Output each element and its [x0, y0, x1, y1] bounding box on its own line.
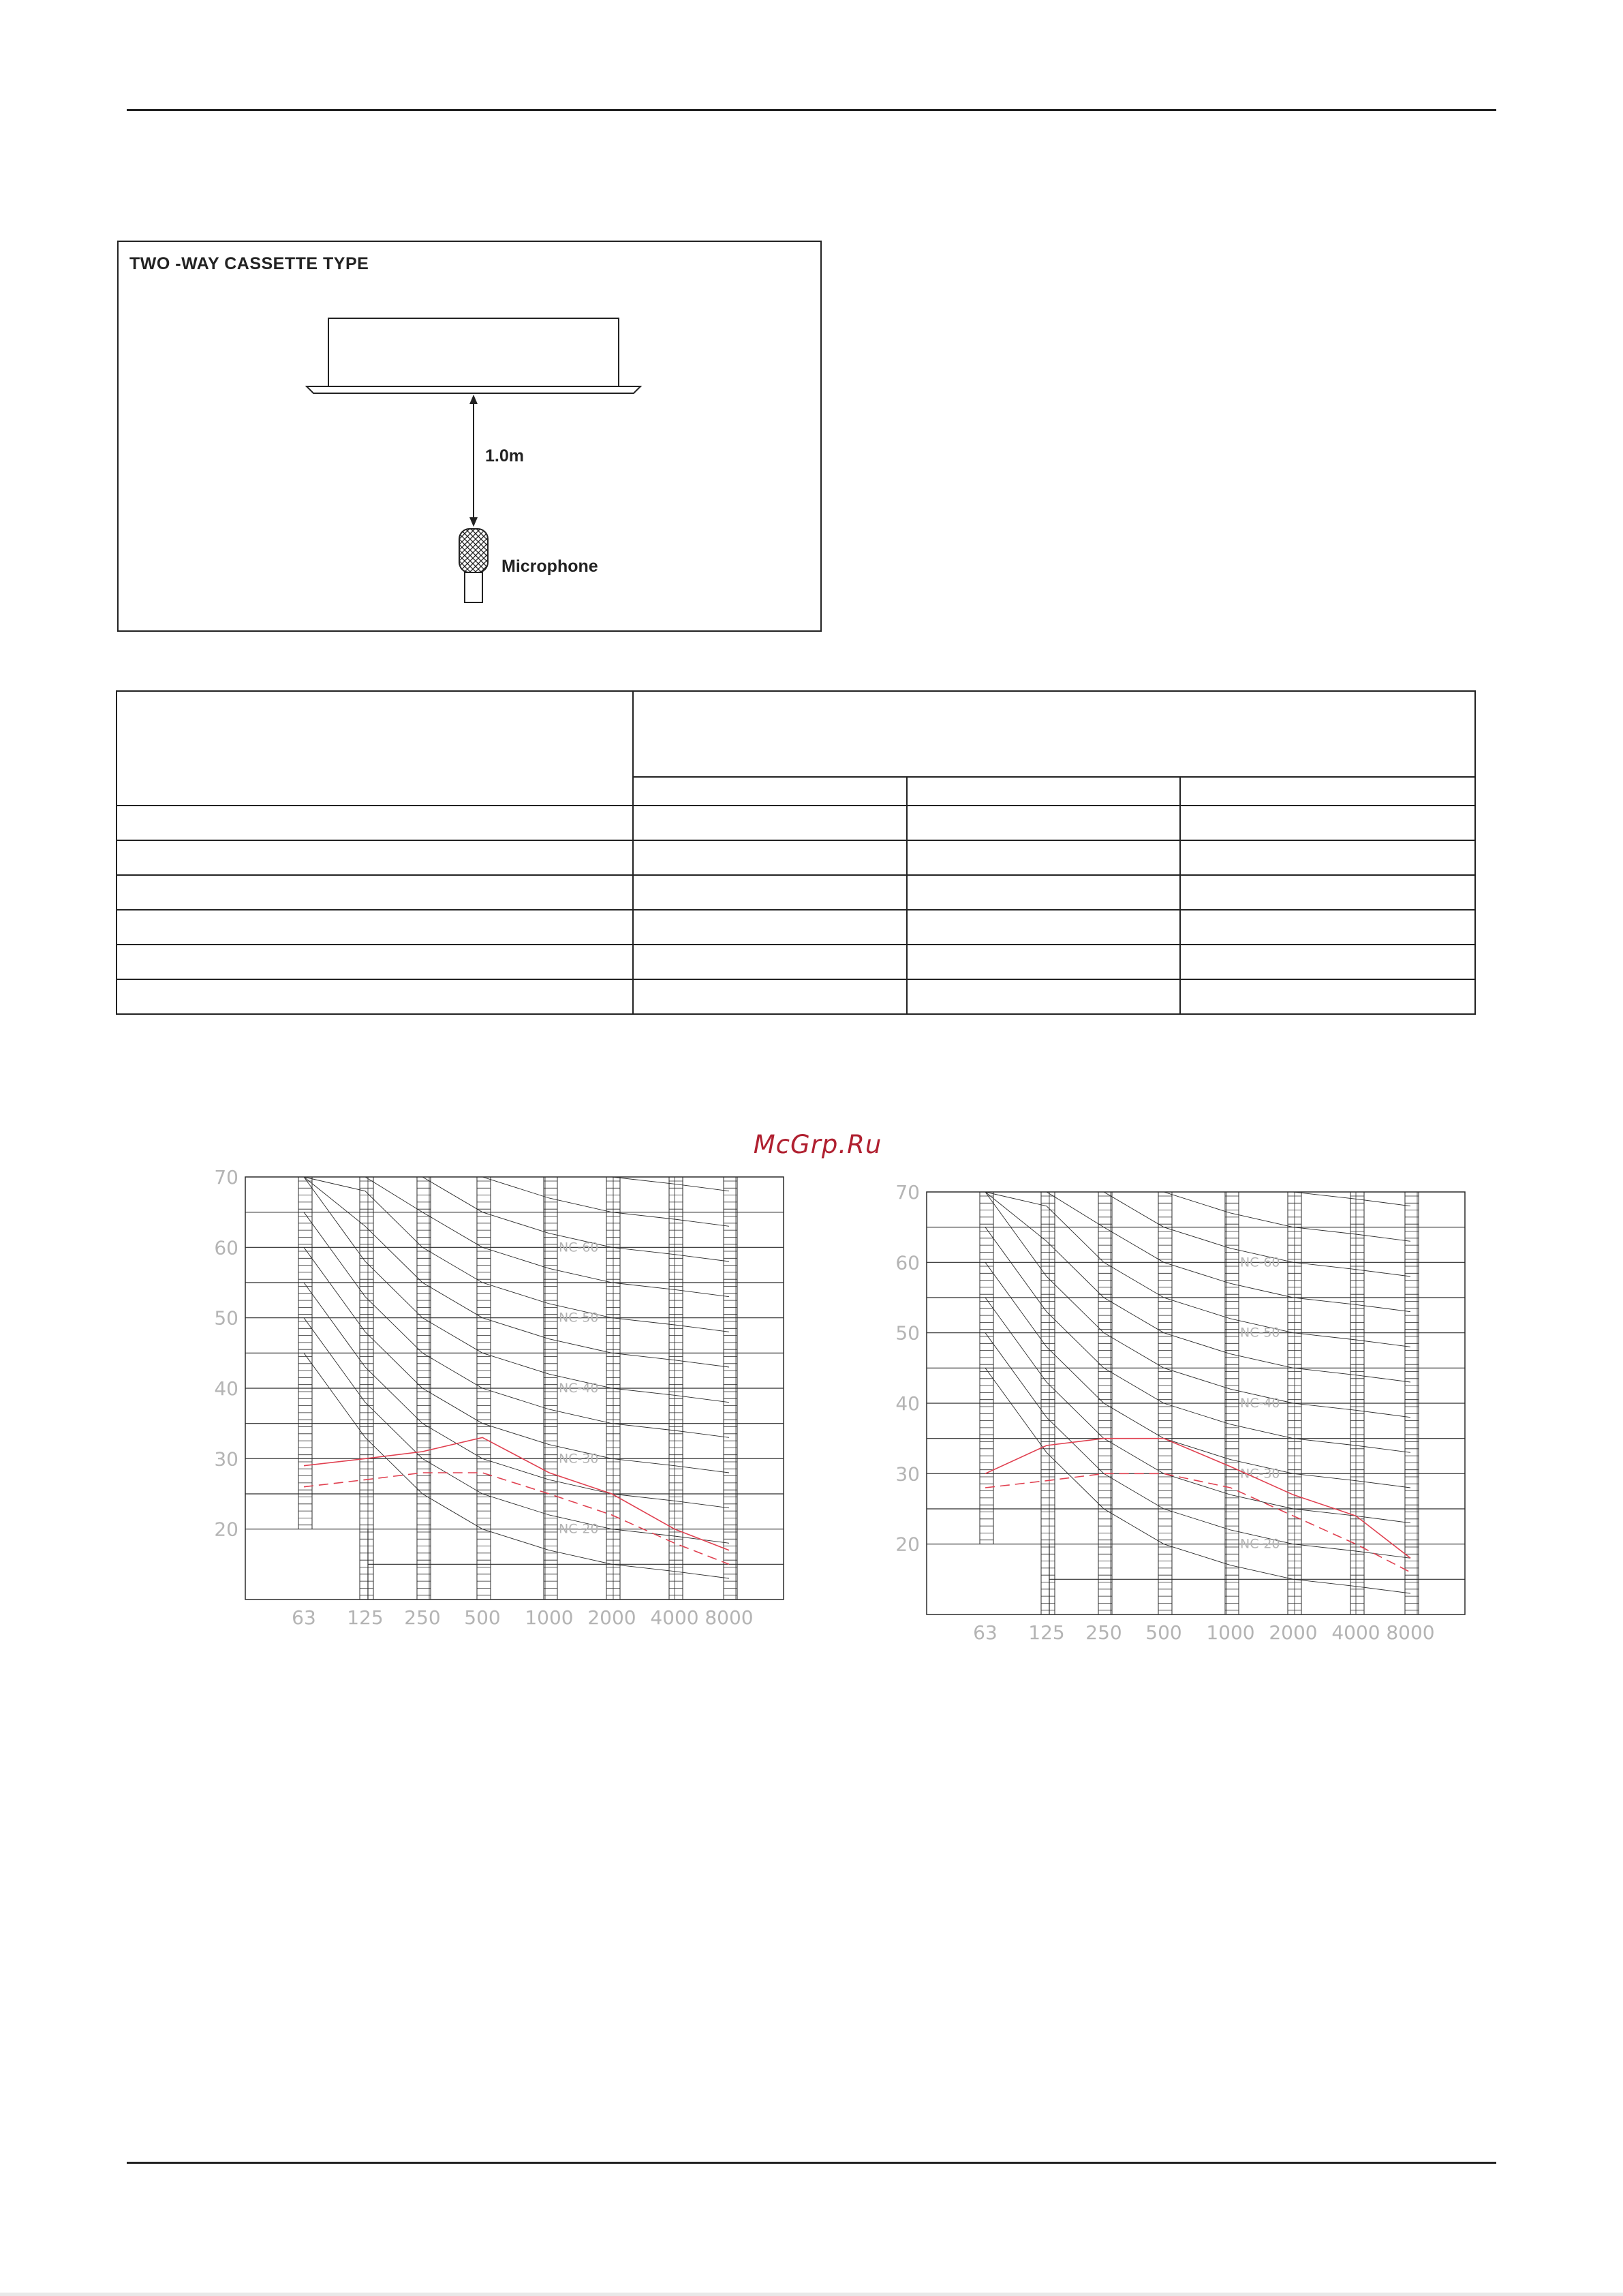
x-tick-label: 125 — [347, 1606, 384, 1629]
noise-spec-table — [116, 690, 1476, 1015]
table-header-row — [117, 691, 1475, 777]
table-row — [117, 945, 1475, 979]
footer-strip — [0, 2293, 1623, 2296]
chart-plot — [214, 1166, 784, 1629]
table-cell — [117, 840, 633, 875]
table-cell — [907, 840, 1181, 875]
y-tick-label: 60 — [214, 1236, 238, 1259]
table-header-cell — [117, 691, 633, 806]
table-cell — [1180, 945, 1475, 979]
y-tick-label: 30 — [214, 1448, 238, 1471]
nc-label: NC-60 — [559, 1240, 599, 1255]
y-tick-label: 20 — [895, 1533, 920, 1556]
table-cell — [633, 910, 907, 945]
microphone-label: Microphone — [501, 557, 598, 576]
table-cell — [633, 806, 907, 840]
top-rule — [127, 109, 1496, 111]
x-tick-label: 1000 — [1206, 1621, 1255, 1644]
nc-label: NC-20 — [559, 1521, 599, 1537]
table-cell — [633, 840, 907, 875]
table-row — [117, 840, 1475, 875]
table-cell — [907, 910, 1181, 945]
chart-plot — [895, 1181, 1465, 1644]
y-tick-label: 70 — [895, 1181, 920, 1204]
table-cell — [907, 806, 1181, 840]
distance-label: 1.0m — [485, 446, 524, 465]
table-row — [117, 910, 1475, 945]
table-cell — [117, 806, 633, 840]
diagram-drawing — [119, 242, 820, 630]
y-tick-label: 20 — [214, 1518, 238, 1541]
y-tick-label: 50 — [214, 1306, 238, 1330]
x-tick-label: 500 — [464, 1606, 501, 1629]
table-cell — [117, 979, 633, 1014]
x-tick-label: 1000 — [525, 1606, 574, 1629]
x-tick-label: 2000 — [1269, 1621, 1318, 1644]
nc-label: NC-40 — [1240, 1396, 1280, 1411]
table-header-cell — [633, 691, 1475, 777]
table-cell — [907, 979, 1181, 1014]
diagram-title: TWO -WAY CASSETTE TYPE — [129, 254, 369, 273]
x-tick-label: 250 — [404, 1606, 441, 1629]
y-tick-label: 30 — [895, 1463, 920, 1486]
table-row — [117, 806, 1475, 840]
table-cell — [1180, 979, 1475, 1014]
table-cell — [633, 979, 907, 1014]
nc-label: NC-50 — [1240, 1325, 1280, 1341]
table-cell — [117, 910, 633, 945]
measurement-diagram — [117, 241, 822, 632]
y-tick-label: 40 — [895, 1392, 920, 1415]
nc-label: NC-60 — [1240, 1255, 1280, 1270]
x-tick-label: 63 — [292, 1606, 316, 1629]
x-tick-label: 8000 — [1386, 1621, 1435, 1644]
table-cell — [633, 945, 907, 979]
bottom-rule — [127, 2162, 1496, 2164]
x-tick-label: 250 — [1085, 1621, 1122, 1644]
nc-chart-1 — [198, 1165, 797, 1642]
x-tick-label: 125 — [1028, 1621, 1065, 1644]
x-tick-label: 4000 — [1331, 1621, 1380, 1644]
table-cell — [907, 945, 1181, 979]
y-tick-label: 50 — [895, 1321, 920, 1345]
table-cell — [1180, 910, 1475, 945]
nc-label: NC-40 — [559, 1381, 599, 1396]
x-tick-label: 63 — [973, 1621, 998, 1644]
y-tick-label: 40 — [214, 1377, 238, 1400]
table-row — [117, 979, 1475, 1014]
x-tick-label: 2000 — [587, 1606, 636, 1629]
table-subheader-cell — [1180, 777, 1475, 806]
nc-label: NC-30 — [1240, 1466, 1280, 1482]
x-tick-label: 500 — [1145, 1621, 1182, 1644]
nc-label: NC-20 — [1240, 1536, 1280, 1552]
y-tick-label: 70 — [214, 1166, 238, 1189]
microphone-handle — [465, 572, 482, 602]
nc-chart-2 — [879, 1180, 1479, 1657]
table-cell — [117, 875, 633, 910]
table-subheader-cell — [633, 777, 907, 806]
table-cell — [1180, 840, 1475, 875]
nc-label: NC-30 — [559, 1451, 599, 1467]
x-tick-label: 8000 — [705, 1606, 754, 1629]
table-cell — [1180, 875, 1475, 910]
table-cell — [907, 875, 1181, 910]
table-cell — [1180, 806, 1475, 840]
cassette-unit-body — [328, 318, 619, 386]
microphone-head — [459, 529, 488, 572]
table-subheader-cell — [907, 777, 1181, 806]
watermark: McGrp.Ru — [753, 1130, 882, 1159]
table-cell — [117, 945, 633, 979]
table-row — [117, 875, 1475, 910]
cassette-unit-panel — [307, 386, 640, 393]
x-tick-label: 4000 — [650, 1606, 699, 1629]
table-cell — [633, 875, 907, 910]
nc-label: NC-50 — [559, 1310, 599, 1326]
y-tick-label: 60 — [895, 1251, 920, 1274]
